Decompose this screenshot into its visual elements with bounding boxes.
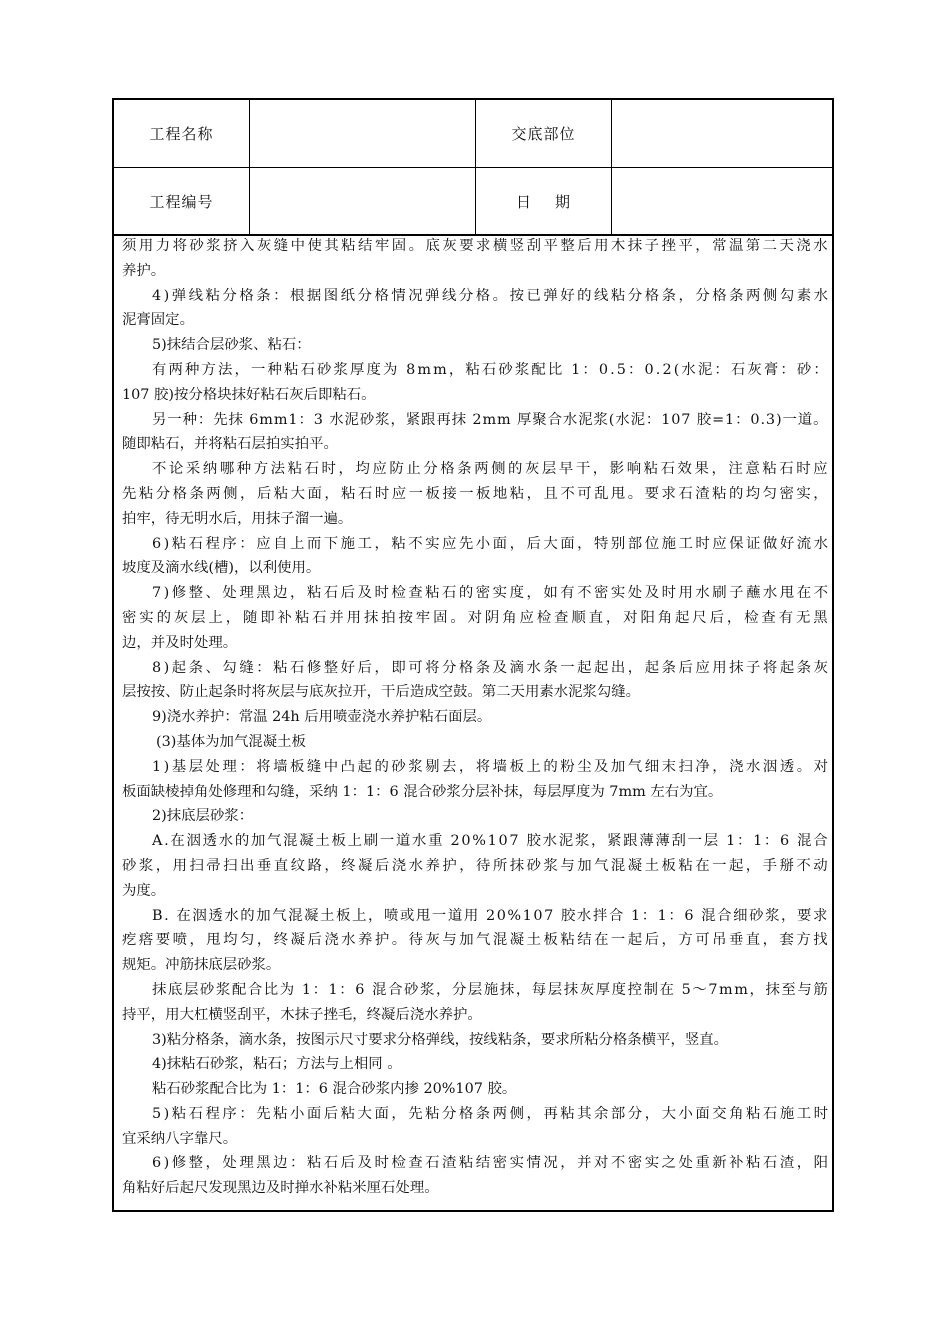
body-line: 砂 浆 ， 用 扫 帚 扫 出 垂 直 纹 路 ， 终 凝 后 浇 水 养 护 ， 待 所 抹 砂 浆 与 加 气 混 凝 土 板 粘 在 一 起 ， 手 掰 不 动: [122, 857, 828, 874]
header-table: [114, 100, 832, 236]
body-line: 规矩。冲筋抹底层砂浆。: [122, 957, 281, 974]
date-label: 日 期: [515, 192, 572, 211]
disclosure-sheet: [112, 98, 834, 1212]
body-line: 8 ) 起 条 、 勾 缝 ： 粘 石 修 整 好 后 ， 即 可 将 分 格 条 及 滴 水 条 一 起 起 出 ， 起 条 后 应 用 抹 子 将 起 条 灰: [152, 659, 828, 676]
body-line: 持平，用大杠横竖刮平，木抹子挫毛，终凝后浇水养护。: [122, 1006, 482, 1023]
body-line: 边，并及时处理。: [122, 634, 238, 651]
project-name-value: [250, 100, 475, 167]
body-line: 不 论 采 纳 哪 种 方 法 粘 石 时 ， 均 应 防 止 分 格 条 两 侧 的 灰 层 早 干 ， 影 响 粘 石 效 果 ， 注 意 粘 石 时 应: [152, 461, 828, 478]
project-no-label: 工程编号: [149, 192, 214, 211]
date-value: [612, 168, 832, 234]
body-line: 有 两 种 方 法 ， 一 种 粘 石 砂 浆 厚 度 为 8 m m ， 粘 石 砂 浆 配 比 1 ： 0 . 5 ： 0 . 2 ( 水 泥 ： 石 灰 膏 ： 砂 ：: [152, 361, 828, 378]
body-line: 7 ) 修 整 、 处 理 黑 边 ， 粘 石 后 及 时 检 查 粘 石 的 密 实 度 ， 如 有 不 密 实 处 及 时 用 水 刷 子 蘸 水 甩 在 不: [152, 585, 828, 602]
body-line: 6 ) 修 整 ， 处 理 黑 边 ： 粘 石 后 及 时 检 查 石 渣 粘 结 密 实 情 况 ， 并 对 不 密 实 之 处 重 新 补 粘 石 渣 ， 阳: [152, 1155, 828, 1172]
body-line: 3)粘分格条，滴水条，按图示尺寸要求分格弹线，按线粘条，要求所粘分格条横平，竖直。: [152, 1031, 729, 1048]
body-line: (3)基体为加气混凝土板: [156, 733, 306, 750]
body-line: 6 ) 粘 石 程 序 ： 应 自 上 而 下 施 工 ， 粘 不 实 应 先 小 面 ， 后 大 面 ， 特 别 部 位 施 工 时 应 保 证 做 好 流 水: [152, 535, 828, 552]
document-body: [122, 234, 828, 1201]
body-line: 4)抹粘石砂浆，粘石；方法与上相同 。: [152, 1056, 402, 1073]
body-line: 2)抹底层砂浆：: [152, 808, 254, 825]
body-line: 角粘好后起尺发现黑边及时掸水补粘米厘石处理。: [122, 1180, 439, 1197]
body-line: 4 ) 弹 线 粘 分 格 条 ： 根 据 图 纸 分 格 情 况 弹 线 分 格 。 按 已 弹 好 的 线 粘 分 格 条 ， 分 格 条 两 侧 勾 素 水: [152, 287, 828, 304]
body-line: 随即粘石，并将粘石层拍实拍平。: [122, 436, 338, 453]
body-line: 1 ) 基 层 处 理 ： 将 墙 板 缝 中 凸 起 的 砂 浆 剔 去 ， 将 墙 板 上 的 粉 尘 及 加 气 细 末 扫 净 ， 浇 水 洇 透 。 对: [152, 758, 828, 775]
body-line: 层按按、防止起条时将灰层与底灰拉开，干后造成空鼓。第二天用素水泥浆勾缝。: [122, 684, 641, 701]
body-line: 密 实 的 灰 层 上 ， 随 即 补 粘 石 并 用 抹 拍 按 牢 固 。 对 阴 角 应 检 查 顺 直 ， 对 阳 角 起 尺 后 ， 检 查 有 无 黑: [122, 609, 828, 626]
body-line: 107 胶)按分格块抹好粘石灰后即粘石。: [122, 386, 376, 403]
project-name-label: 工程名称: [149, 125, 214, 143]
body-line: 泥膏固定。: [122, 312, 194, 329]
disclosure-part-value: [612, 100, 832, 167]
body-line: 5)抹结合层砂浆、粘石：: [152, 337, 311, 354]
body-line: 坡度及滴水线(槽)，以利使用。: [122, 560, 321, 577]
project-no-value: [250, 168, 475, 234]
body-line: 养护。: [122, 262, 166, 279]
body-line: 先 粘 分 格 条 两 侧 ， 后 粘 大 面 ， 粘 石 时 应 一 板 接 一 板 地 粘 ， 且 不 可 乱 甩 。 要 求 石 渣 粘 的 均 匀 密 实 ，: [122, 485, 828, 502]
body-line: 疙 瘩 要 喷 ， 甩 均 匀 ， 终 凝 后 浇 水 养 护 。 待 灰 与 加 气 混 凝 土 板 粘 结 在 一 起 后 ， 方 可 吊 垂 直 ， 套 方 找: [122, 932, 828, 949]
body-line: 5 ) 粘 石 程 序 ： 先 粘 小 面 后 粘 大 面 ， 先 粘 分 格 条 两 侧 ， 再 粘 其 余 部 分 ， 大 小 面 交 角 粘 石 施 工 时: [152, 1105, 828, 1122]
body-line: 为度。: [122, 882, 166, 899]
disclosure-part-label: 交底部位: [511, 125, 576, 143]
body-line: A . 在 洇 透 水 的 加 气 混 凝 土 板 上 刷 一 道 水 重 2 0 % 1 0 7 胶 水 泥 浆 ， 紧 跟 薄 薄 刮 一 层 1 ： 1 ： 6 混 合: [152, 833, 828, 850]
body-line: B . 在 洇 透 水 的 加 气 混 凝 土 板 上 ， 喷 或 甩 一 道 用 2 0 % 1 0 7 胶 水 拌 合 1 ： 1 ： 6 混 合 细 砂 浆 ， 要 求: [152, 907, 828, 924]
body-line: 板面缺棱掉角处修理和勾缝，采纳 1：1：6 混合砂浆分层补抹，每层厚度为 7mm 左右为宜。: [122, 783, 723, 800]
body-line: 拍牢，待无明水后，用抹子溜一遍。: [122, 510, 353, 527]
body-line: 宜采纳八字靠尺。: [122, 1130, 238, 1147]
body-line: 抹 底 层 砂 浆 配 合 比 为 1 ： 1 ： 6 混 合 砂 浆 ， 分 层 施 抹 ， 每 层 抹 灰 厚 度 控 制 在 5 ～ 7 m m ， 抹 至 与 筋: [152, 981, 828, 998]
body-line: 9)浇水养护：常温 24h 后用喷壶浇水养护粘石面层。: [152, 709, 492, 726]
body-line: 另 一 种 ： 先 抹 6 m m 1 ： 3 水 泥 砂 浆 ， 紧 跟 再 抹 2 m m 厚 聚 合 水 泥 浆 ( 水 泥 ： 1 0 7 胶 = 1 ： 0 . 3 ) 一 道 。: [152, 411, 828, 428]
body-line: 须 用 力 将 砂 浆 挤 入 灰 缝 中 使 其 粘 结 牢 固 。 底 灰 要 求 横 竖 刮 平 整 后 用 木 抹 子 挫 平 ， 常 温 第 二 天 浇 水: [122, 238, 828, 254]
body-line: 粘石砂浆配合比为 1：1：6 混合砂浆内掺 20%107 胶。: [152, 1081, 517, 1098]
